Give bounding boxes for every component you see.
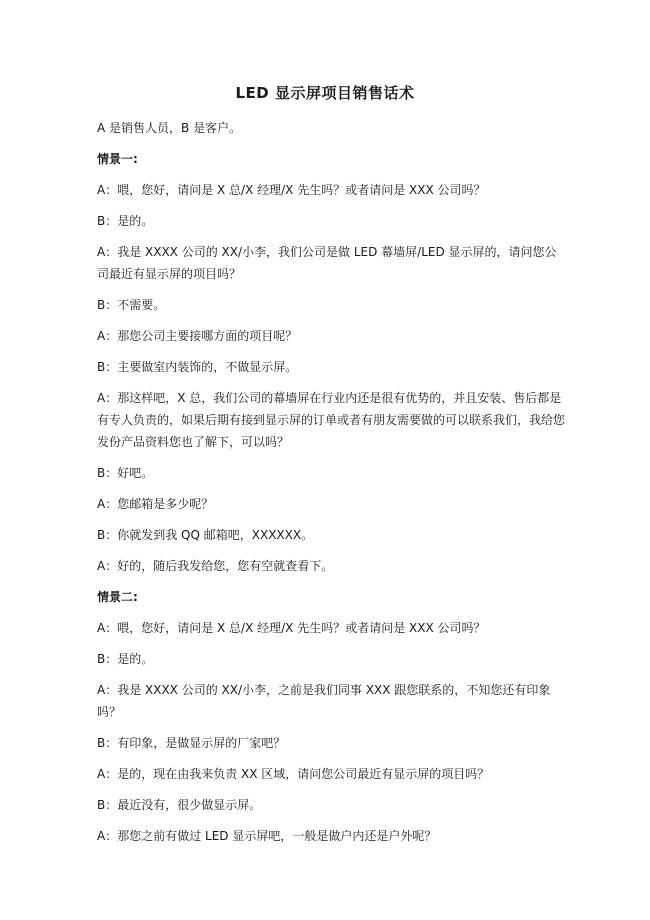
document-body (97, 117, 567, 856)
dialogue-line: A：那您公司主要接哪方面的项目呢？ (97, 329, 298, 343)
dialogue-line: A：喂，您好，请问是 X 总/X 经理/X 先生吗？或者请问是 XXX 公司吗？ (97, 621, 486, 635)
dialogue-line: A：好的，随后我发给您，您有空就查看下。 (97, 559, 334, 573)
dialogue-line: B：好吧。 (97, 466, 154, 480)
dialogue-line: A：喂，您好，请问是 X 总/X 经理/X 先生吗？或者请问是 XXX 公司吗？ (97, 183, 486, 197)
dialogue-line: B：你就发到我 QQ 邮箱吧，XXXXXX。 (97, 528, 314, 542)
intro-line: A 是销售人员，B 是客户。 (97, 121, 242, 135)
dialogue-line: B：主要做室内装饰的，不做显示屏。 (97, 360, 298, 374)
dialogue-line: B：有印象，是做显示屏的厂家吧？ (97, 736, 286, 750)
dialogue-line: A：您邮箱是多少呢？ (97, 497, 214, 511)
dialogue-line: B：最近没有，很少做显示屏。 (97, 798, 262, 812)
dialogue-line: B：不需要。 (97, 298, 166, 312)
section-heading-scene-2: 情景二: (97, 590, 138, 604)
dialogue-line: A：那这样吧，X 总，我们公司的幕墙屏在行业内还是很有优势的，并且安装、售后都是有专人负责的，如果后期有接到显示屏的订单或者有朋友需要做的可以联系我们，我给您发份产品资料您也了解下，可以吗？ (97, 391, 566, 449)
section-heading-scene-1: 情景一: (97, 152, 138, 166)
dialogue-line: B：是的。 (97, 652, 154, 666)
dialogue-line: A：我是 XXXX 公司的 XX/小李，我们公司是做 LED 幕墙屏/LED 显示屏的，请问您公司最近有显示屏的项目吗？ (97, 245, 557, 281)
dialogue-line: B：是的。 (97, 214, 154, 228)
dialogue-line: A：是的，现在由我来负责 XX 区域，请问您公司最近有显示屏的项目吗？ (97, 767, 490, 781)
dialogue-line: A：那您之前有做过 LED 显示屏吧，一般是做户内还是户外呢？ (97, 829, 437, 843)
dialogue-line: A：我是 XXXX 公司的 XX/小李，之前是我们同事 XXX 跟您联系的，不知您还有印象吗？ (97, 683, 551, 719)
document-title: LED 显示屏项目销售话术 (235, 84, 415, 102)
